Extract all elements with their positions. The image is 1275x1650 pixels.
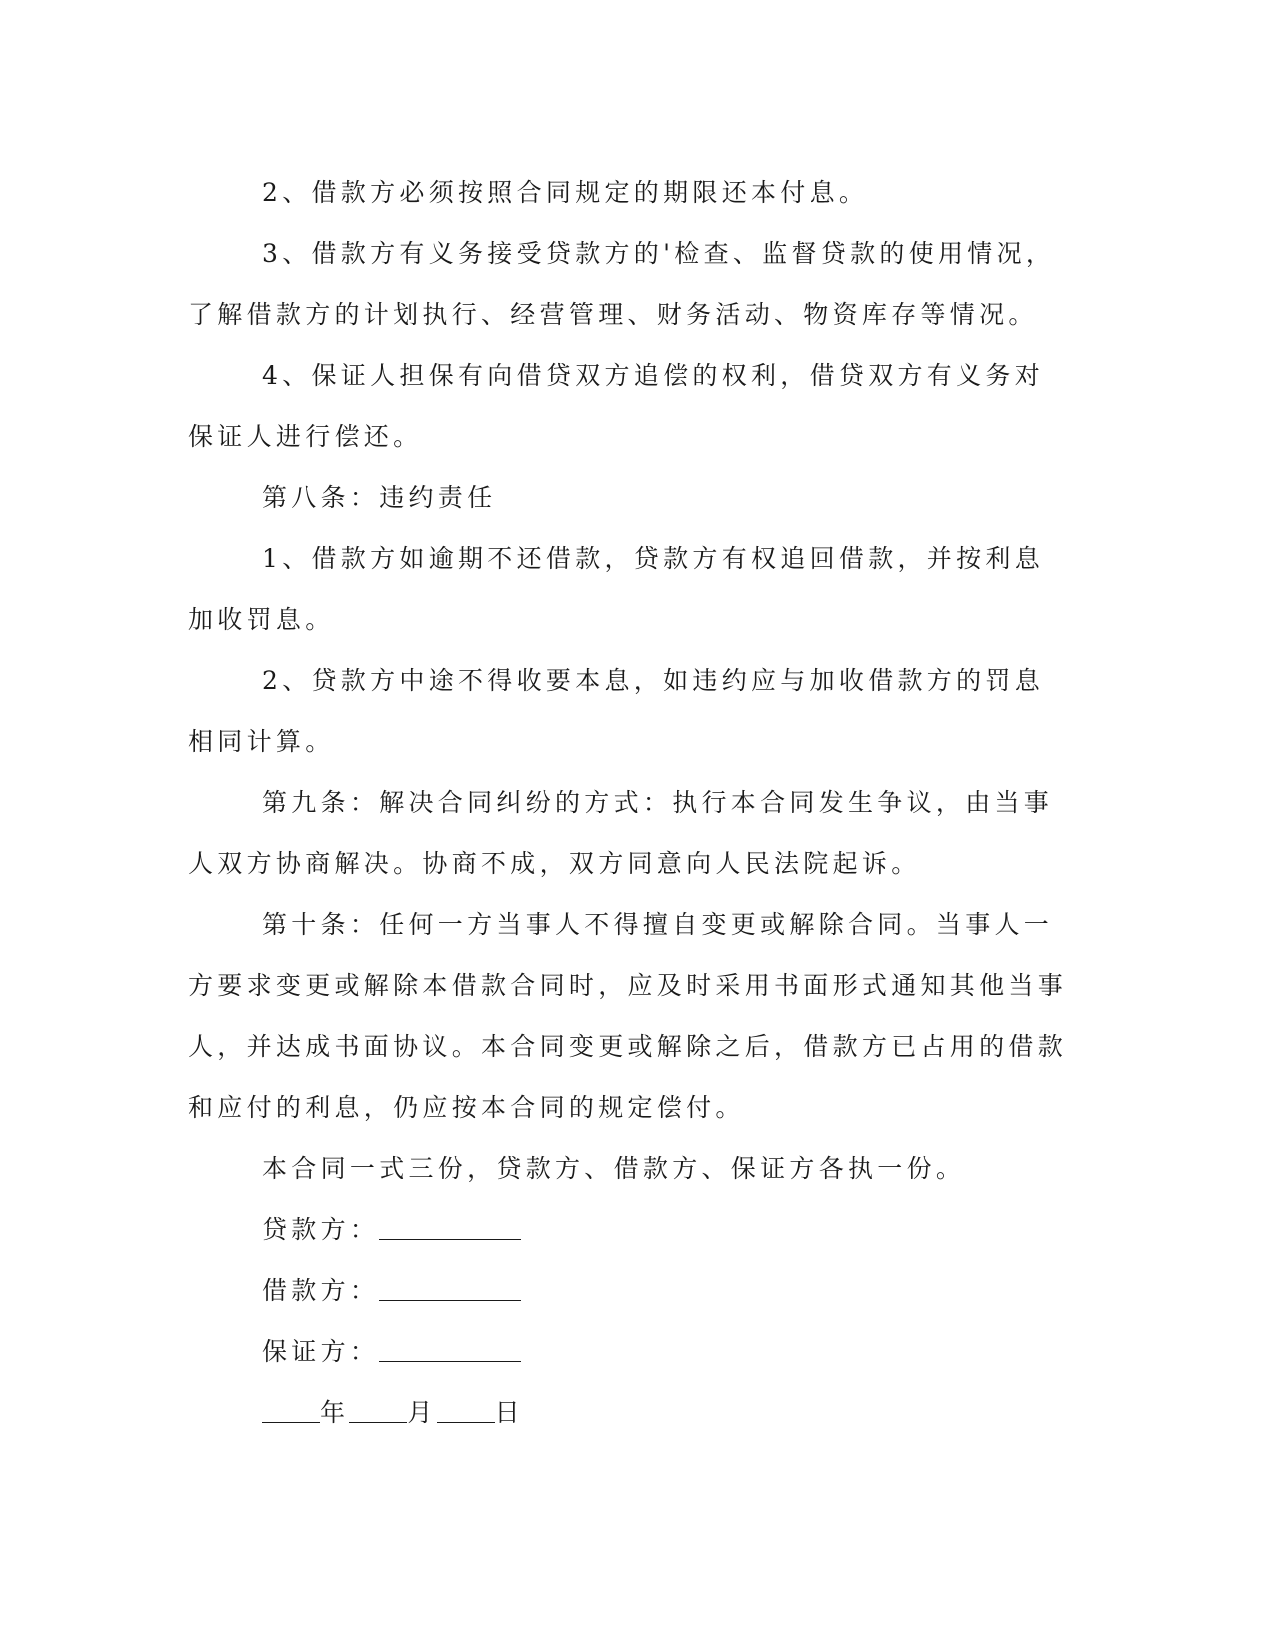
clause-3-inspection: 3、借款方有义务接受贷款方的'检查、监督贷款的使用情况，了解借款方的计划执行、经营管理、财务活动、物资库存等情况。 <box>188 239 1056 329</box>
borrower-signature-line <box>188 1260 1068 1321</box>
year-blank <box>262 1396 320 1423</box>
borrower-signature-blank <box>379 1274 521 1301</box>
clause-4-guarantor-recourse: 4、保证人担保有向借贷双方追偿的权利，借贷双方有义务对保证人进行偿还。 <box>188 361 1045 451</box>
date-line <box>188 1382 1068 1443</box>
article-8-clause-2: 2、贷款方中途不得收要本息，如违约应与加收借款方的罚息相同计算。 <box>188 666 1045 756</box>
month-blank <box>349 1396 407 1423</box>
lender-signature-line <box>188 1199 1068 1260</box>
day-blank <box>437 1396 495 1423</box>
day-label: 日 <box>494 1398 524 1427</box>
borrower-label: 借款方： <box>262 1276 380 1305</box>
document-body <box>188 162 1068 1443</box>
article-8-clause-1: 1、借款方如逾期不还借款，贷款方有权追回借款，并按利息加收罚息。 <box>188 544 1045 634</box>
guarantor-label: 保证方： <box>262 1337 380 1366</box>
copies-statement: 本合同一式三份，贷款方、借款方、保证方各执一份。 <box>262 1154 966 1183</box>
guarantor-signature-line <box>188 1321 1068 1382</box>
article-10-amendment: 第十条：任何一方当事人不得擅自变更或解除合同。当事人一方要求变更或解除本借款合同时，应及时采用书面形式通知其他当事人，并达成书面协议。本合同变更或解除之后，借款方已占用的借款和应付的利息，仍应按本合同的规定偿付。 <box>188 910 1068 1122</box>
guarantor-signature-blank <box>379 1335 521 1362</box>
year-label: 年 <box>320 1398 350 1427</box>
month-label: 月 <box>407 1398 437 1427</box>
lender-label: 贷款方： <box>262 1215 380 1244</box>
clause-2-repayment: 2、借款方必须按照合同规定的期限还本付息。 <box>262 178 869 207</box>
article-8-heading: 第八条：违约责任 <box>262 483 497 512</box>
article-9-dispute-resolution: 第九条：解决合同纠纷的方式：执行本合同发生争议，由当事人双方协商解决。协商不成，双方同意向人民法院起诉。 <box>188 788 1054 878</box>
lender-signature-blank <box>379 1213 521 1240</box>
